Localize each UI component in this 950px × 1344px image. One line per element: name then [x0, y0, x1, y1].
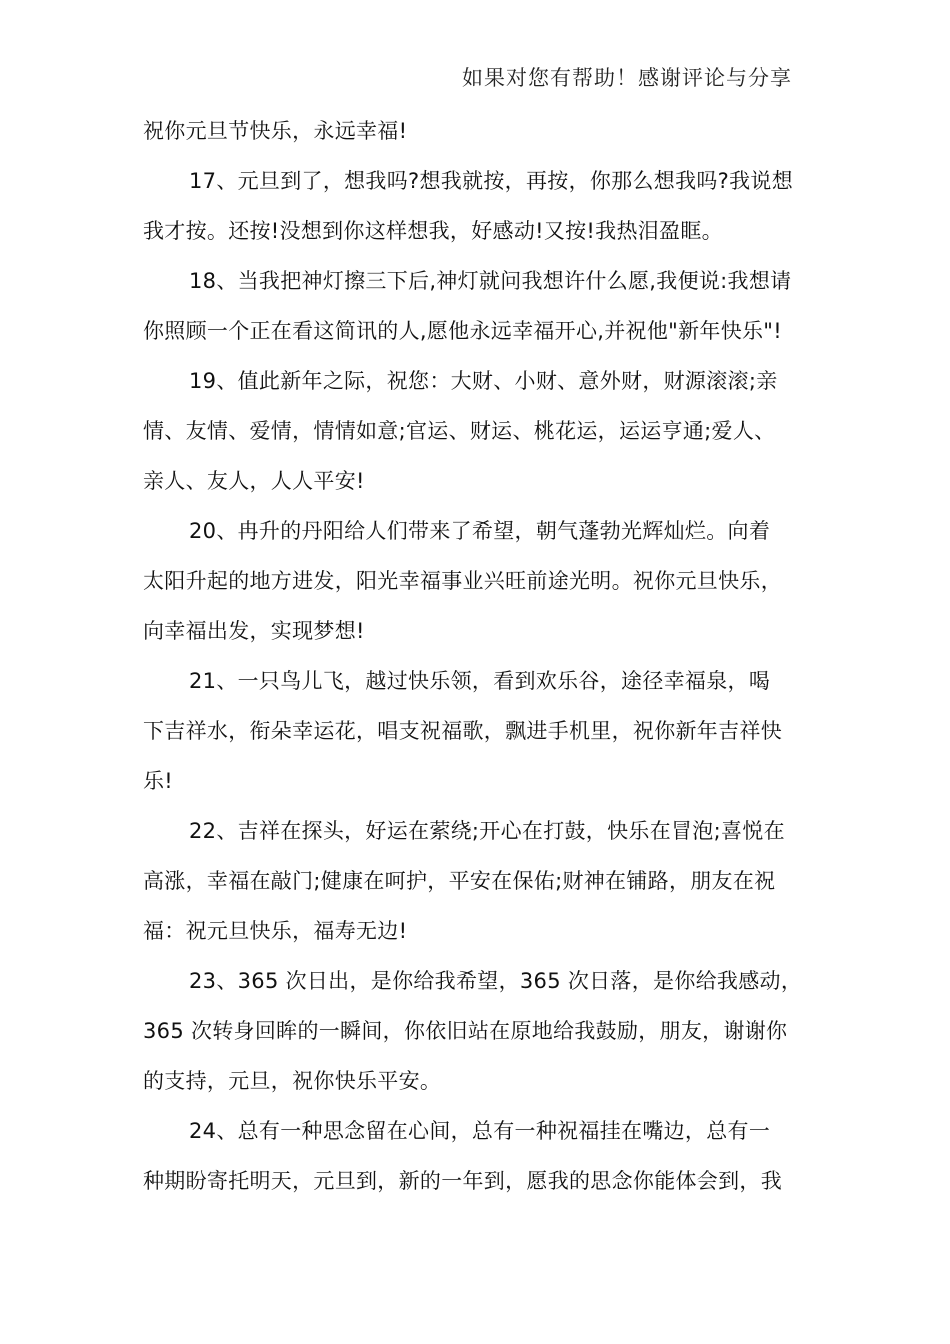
document-body	[143, 106, 818, 1206]
paragraph-line: 18、当我把神灯擦三下后,神灯就问我想许什么愿,我便说:我想请	[189, 269, 792, 293]
paragraph-line: 的支持，元旦，祝你快乐平安。	[143, 1069, 442, 1093]
paragraph-line: 向幸福出发，实现梦想!	[143, 619, 365, 643]
paragraph-line: 20、冉升的丹阳给人们带来了希望，朝气蓬勃光辉灿烂。向着	[189, 519, 771, 543]
paragraph-line: 我才按。还按!没想到你这样想我，好感动!又按!我热泪盈眶。	[143, 219, 723, 243]
paragraph-line: 17、元旦到了，想我吗?想我就按，再按，你那么想我吗?我说想	[189, 169, 794, 193]
paragraph-line: 你照顾一个正在看这简讯的人,愿他永远幸福开心,并祝他"新年快乐"!	[143, 319, 782, 343]
paragraph-line: 下吉祥水，衔朵幸运花，唱支祝福歌，飘进手机里，祝你新年吉祥快	[143, 719, 782, 743]
paragraph-line: 24、总有一种思念留在心间，总有一种祝福挂在嘴边，总有一	[189, 1119, 771, 1143]
paragraph-line: 23、365 次日出，是你给我希望，365 次日落，是你给我感动，	[189, 969, 803, 993]
paragraph-line: 22、吉祥在探头，好运在萦绕;开心在打鼓，快乐在冒泡;喜悦在	[189, 819, 785, 843]
paragraph-line: 祝你元旦节快乐，永远幸福!	[143, 119, 408, 143]
paragraph-line: 21、一只鸟儿飞，越过快乐领，看到欢乐谷，途径幸福泉，喝	[189, 669, 771, 693]
paragraph-line: 亲人、友人，人人平安!	[143, 469, 365, 493]
paragraph-line: 高涨，幸福在敲门;健康在呵护，平安在保佑;财神在铺路，朋友在祝	[143, 869, 776, 893]
paragraph-line: 福：祝元旦快乐，福寿无边!	[143, 919, 408, 943]
paragraph-line: 情、友情、爱情，情情如意;官运、财运、桃花运，运运亨通;爱人、	[143, 419, 776, 443]
paragraph-line: 种期盼寄托明天，元旦到，新的一年到，愿我的思念你能体会到，我	[143, 1169, 782, 1193]
page-header: 如果对您有帮助！感谢评论与分享	[462, 66, 792, 90]
paragraph-line: 19、值此新年之际，祝您：大财、小财、意外财，财源滚滚;亲	[189, 369, 778, 393]
paragraph-line: 乐!	[143, 769, 174, 793]
paragraph-line: 365 次转身回眸的一瞬间，你依旧站在原地给我鼓励，朋友，谢谢你	[143, 1019, 788, 1043]
paragraph-line: 太阳升起的地方进发，阳光幸福事业兴旺前途光明。祝你元旦快乐，	[143, 569, 782, 593]
